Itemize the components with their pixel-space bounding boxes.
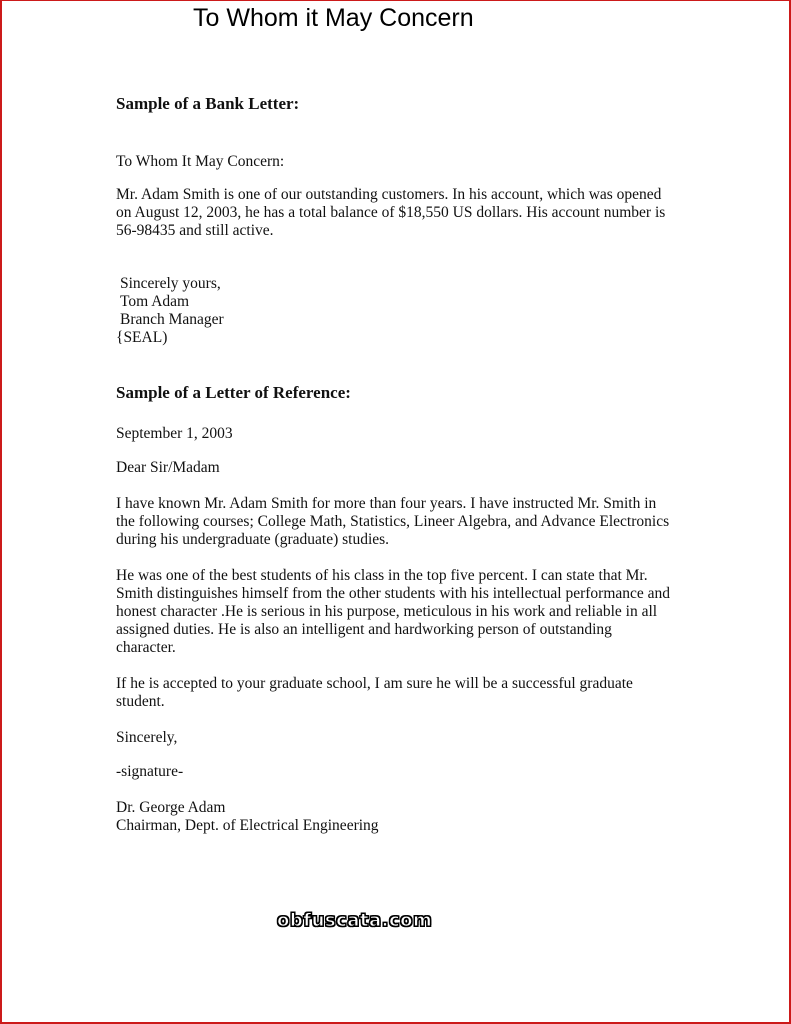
- reference-letter-heading: Sample of a Letter of Reference:: [116, 383, 351, 402]
- bank-letter-closing: Sincerely yours,: [120, 275, 221, 292]
- reference-letter-paragraph-2: [116, 567, 676, 657]
- reference-letter-date: September 1, 2003: [116, 425, 233, 442]
- bank-letter-body-line: on August 12, 2003, he has a total balance of $18,550 US dollars. His account number is: [116, 204, 666, 221]
- bank-letter-body-line: 56-98435 and still active.: [116, 222, 274, 239]
- bank-letter-signer-name: Tom Adam: [120, 293, 190, 310]
- reference-letter-paragraph-1: [116, 495, 676, 549]
- bank-letter-body: [116, 186, 676, 240]
- paragraph-line: honest character .He is serious in his purpose, meticulous in his work and reliable in all: [116, 603, 658, 620]
- paragraph-line: He was one of the best students of his class in the top five percent. I can state that Mr.: [116, 567, 648, 584]
- paragraph-line: the following courses; College Math, Statistics, Lineer Algebra, and Advance Electronics: [116, 513, 670, 530]
- bank-letter-body-line: Mr. Adam Smith is one of our outstanding customers. In his account, which was opened: [116, 186, 662, 203]
- paragraph-line: I have known Mr. Adam Smith for more than four years. I have instructed Mr. Smith in: [116, 495, 657, 512]
- paragraph-line: Smith distinguishes himself from the other students with his intellectual performance and: [116, 585, 671, 602]
- reference-letter-salutation: Dear Sir/Madam: [116, 459, 220, 476]
- bank-letter-signer-title: Branch Manager: [120, 311, 224, 328]
- bank-letter-seal: {SEAL): [116, 329, 168, 346]
- bank-letter-heading: Sample of a Bank Letter:: [116, 94, 300, 113]
- reference-letter-signature: -signature-: [116, 763, 184, 780]
- reference-letter-paragraph-3: [116, 675, 676, 711]
- paragraph-line: If he is accepted to your graduate school, I am sure he will be a successful graduate: [116, 675, 633, 692]
- paragraph-line: character.: [116, 639, 176, 656]
- reference-letter-signer-name: Dr. George Adam: [116, 799, 226, 816]
- watermark: obfuscata.com: [277, 910, 433, 931]
- banner-title: To Whom it May Concern: [193, 4, 474, 32]
- reference-letter-closing: Sincerely,: [116, 729, 178, 746]
- paragraph-line: during his undergraduate (graduate) studies.: [116, 531, 390, 548]
- paragraph-line: student.: [116, 693, 165, 710]
- reference-letter-signer-title: Chairman, Dept. of Electrical Engineering: [116, 817, 379, 834]
- bank-letter-salutation: To Whom It May Concern:: [116, 153, 285, 170]
- paragraph-line: assigned duties. He is also an intelligent and hardworking person of outstanding: [116, 621, 612, 638]
